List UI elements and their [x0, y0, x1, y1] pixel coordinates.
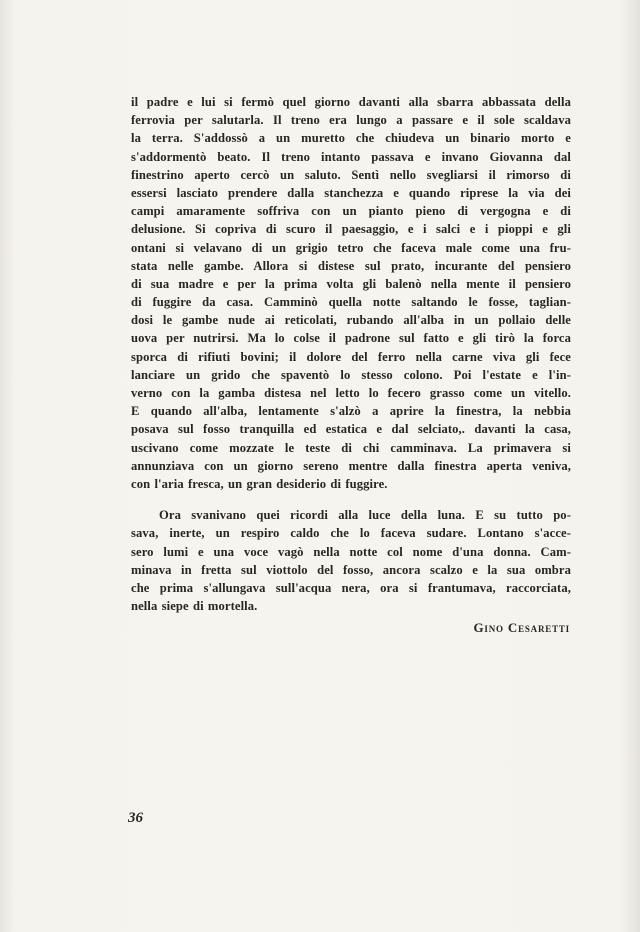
- paragraph: [131, 506, 571, 615]
- text-line: di sua madre e per la prima volta gli balenò nella mente il pensiero: [131, 276, 571, 291]
- text-line: annunziava con un giorno sereno mentre dalla finestra aperta veniva,: [131, 458, 571, 473]
- text-line: lanciare un grido che spaventò lo stesso colono. Poi l'estate e l'in-: [131, 367, 571, 382]
- text-line: di fuggire da casa. Camminò quella notte saltando le fosse, taglian-: [131, 295, 571, 310]
- text-line: nella siepe di mortella.: [131, 599, 258, 614]
- text-line: campi amaramente soffriva con un pianto pieno di vergogna e di: [131, 204, 571, 219]
- text-line: la terra. S'addossò a un muretto che chiudeva un binario morto e: [131, 131, 571, 146]
- text-line: s'addormentò beato. Il treno intanto passava e invano Giovanna dal: [131, 149, 571, 164]
- text-line: finestrino aperto cercò un saluto. Sentì nello svegliarsi il rimorso di: [131, 167, 571, 182]
- author-signature: Gino Cesaretti: [473, 620, 570, 635]
- text-line: sporca di rifiuti bovini; il dolore del ferro nella carne viva gli fece: [131, 349, 571, 364]
- text-line: che prima s'allungava sull'acqua nera, ora si frantumava, raccorciata,: [131, 580, 571, 595]
- text-line: uscivano come mozzate le teste di chi camminava. La primavera si: [131, 440, 571, 455]
- text-line: stata nelle gambe. Allora si distese sul prato, incurante del pensiero: [131, 258, 571, 273]
- text-line: con l'aria fresca, un gran desiderio di fuggire.: [131, 476, 388, 491]
- text-line: essersi lasciato prendere dalla stanchezza e quando riprese la via dei: [131, 185, 571, 200]
- text-line: ferrovia per salutarla. Il treno era lungo a passare e il sole scaldava: [131, 113, 571, 128]
- text-line: minava in fretta sul viottolo del fosso, ancora scalzo e la sua ombra: [131, 562, 571, 577]
- text-line: dosi le gambe nude ai reticolati, rubando all'alba in un pollaio delle: [131, 313, 571, 328]
- text-line: sava, inerte, un respiro caldo che lo faceva sudare. Lontano s'acce-: [131, 526, 571, 541]
- text-line: Ora svanivano quei ricordi alla luce della luna. E su tutto po-: [159, 508, 571, 523]
- text-line: delusione. Si copriva di scuro il paesaggio, e i salci e i pioppi e gli: [131, 222, 571, 237]
- page-number: 36: [128, 810, 143, 826]
- body-text: [131, 93, 571, 615]
- text-line: E quando all'alba, lentamente s'alzò a aprire la finestra, la nebbia: [131, 404, 571, 419]
- text-line: il padre e lui si fermò quel giorno davanti alla sbarra abbassata della: [131, 95, 571, 109]
- text-line: sero lumi e una voce vagò nella notte col nome d'una donna. Cam-: [131, 544, 571, 559]
- paragraph: [131, 93, 571, 493]
- text-line: uova per nutrirsi. Ma lo colse il padrone sul fatto e gli tirò la forca: [131, 331, 571, 346]
- text-line: posava sul fosso tranquilla ed estatica e dal selciato,. davanti la casa,: [131, 422, 571, 437]
- text-line: ontani si velavano di un grigio tetro che faceva male come una fru-: [131, 240, 571, 255]
- text-line: verno con la gamba distesa nel letto lo fecero grasso come un vitello.: [131, 386, 571, 400]
